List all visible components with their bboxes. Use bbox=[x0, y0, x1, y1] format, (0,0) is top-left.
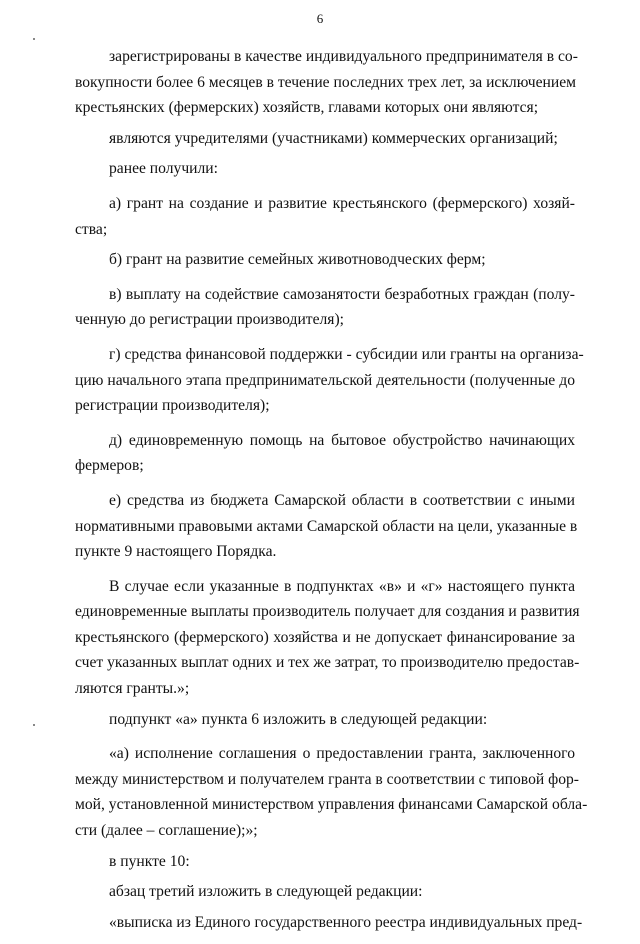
paragraph bbox=[109, 849, 575, 875]
paragraph bbox=[75, 428, 575, 479]
text-line: «а) исполнение соглашения о предоставлении гранта, заключенного bbox=[109, 745, 575, 763]
paragraph bbox=[109, 156, 575, 182]
paragraph bbox=[75, 488, 578, 565]
text-line: вокупности более 6 месяцев в течение последних трех лет, за исключением bbox=[75, 73, 577, 91]
text-line: крестьянского (фермерского) хозяйства и не допускает финансирование за bbox=[75, 628, 575, 646]
text-line: в) выплату на содействие самозанятости безработных граждан (полу- bbox=[109, 285, 575, 303]
paragraph bbox=[109, 879, 575, 905]
paragraph bbox=[75, 342, 584, 419]
text-line: ченную до регистрации производителя); bbox=[75, 311, 345, 329]
paragraph bbox=[75, 574, 580, 702]
text-line: б) грант на развитие семейных животноводческих ферм; bbox=[109, 251, 486, 269]
scan-margin-dot bbox=[33, 724, 35, 726]
text-line: подпункт «а» пункта 6 изложить в следующей редакции: bbox=[109, 710, 488, 728]
paragraph bbox=[109, 247, 575, 273]
paragraph bbox=[75, 741, 588, 843]
scan-margin-dot bbox=[33, 38, 35, 40]
text-line: а) грант на создание и развитие крестьянского (фермерского) хозяй- bbox=[109, 194, 575, 212]
text-line: между министерством и получателем гранта в соответствии с типовой фор- bbox=[75, 770, 579, 788]
page-number: 6 bbox=[316, 11, 324, 26]
text-line: е) средства из бюджета Самарской области в соответствии с иными bbox=[109, 491, 575, 509]
text-line: пункте 9 настоящего Порядка. bbox=[75, 543, 277, 561]
text-line: ляются гранты.»; bbox=[75, 680, 190, 698]
paragraph bbox=[109, 126, 575, 152]
text-line: цию начального этапа предпринимательской деятельности (полученные до bbox=[75, 371, 575, 389]
text-line: в пункте 10: bbox=[109, 852, 190, 870]
text-line: регистрации производителя); bbox=[75, 397, 270, 415]
text-line: д) единовременную помощь на бытовое обустройство начинающих bbox=[109, 431, 575, 449]
paragraph bbox=[75, 282, 575, 333]
text-line: ранее получили: bbox=[109, 160, 218, 178]
paragraph bbox=[109, 707, 575, 733]
text-line: ства; bbox=[75, 220, 108, 238]
text-line: нормативными правовыми актами Самарской области на цели, указанные в bbox=[75, 517, 578, 535]
text-line: зарегистрированы в качестве индивидуального предпринимателя в со- bbox=[109, 48, 578, 65]
document-body bbox=[75, 44, 588, 944]
text-line: В случае если указанные в подпунктах «в» и «г» настоящего пункта bbox=[109, 577, 575, 595]
text-line: абзац третий изложить в следующей редакции: bbox=[109, 883, 423, 901]
text-line: фермеров; bbox=[75, 457, 144, 475]
text-line: счет указанных выплат одних и тех же затрат, то производителю предостав- bbox=[75, 654, 580, 672]
text-line: единовременные выплаты производитель получает для создания и развития bbox=[75, 603, 580, 621]
text-line: крестьянских (фермерских) хозяйств, главами которых они являются; bbox=[75, 99, 539, 117]
paragraph bbox=[75, 910, 583, 936]
text-line: г) средства финансовой поддержки - субсидии или гранты на организа- bbox=[109, 345, 584, 363]
text-line: «выписка из Единого государственного реестра индивидуальных пред- bbox=[109, 913, 583, 931]
text-line: мой, установленной министерством управления финансами Самарской обла- bbox=[75, 796, 588, 814]
paragraph bbox=[75, 191, 575, 242]
text-line: сти (далее – соглашение);»; bbox=[75, 822, 258, 840]
text-line: являются учредителями (участниками) коммерческих организаций; bbox=[109, 129, 558, 147]
paragraph bbox=[75, 44, 578, 121]
